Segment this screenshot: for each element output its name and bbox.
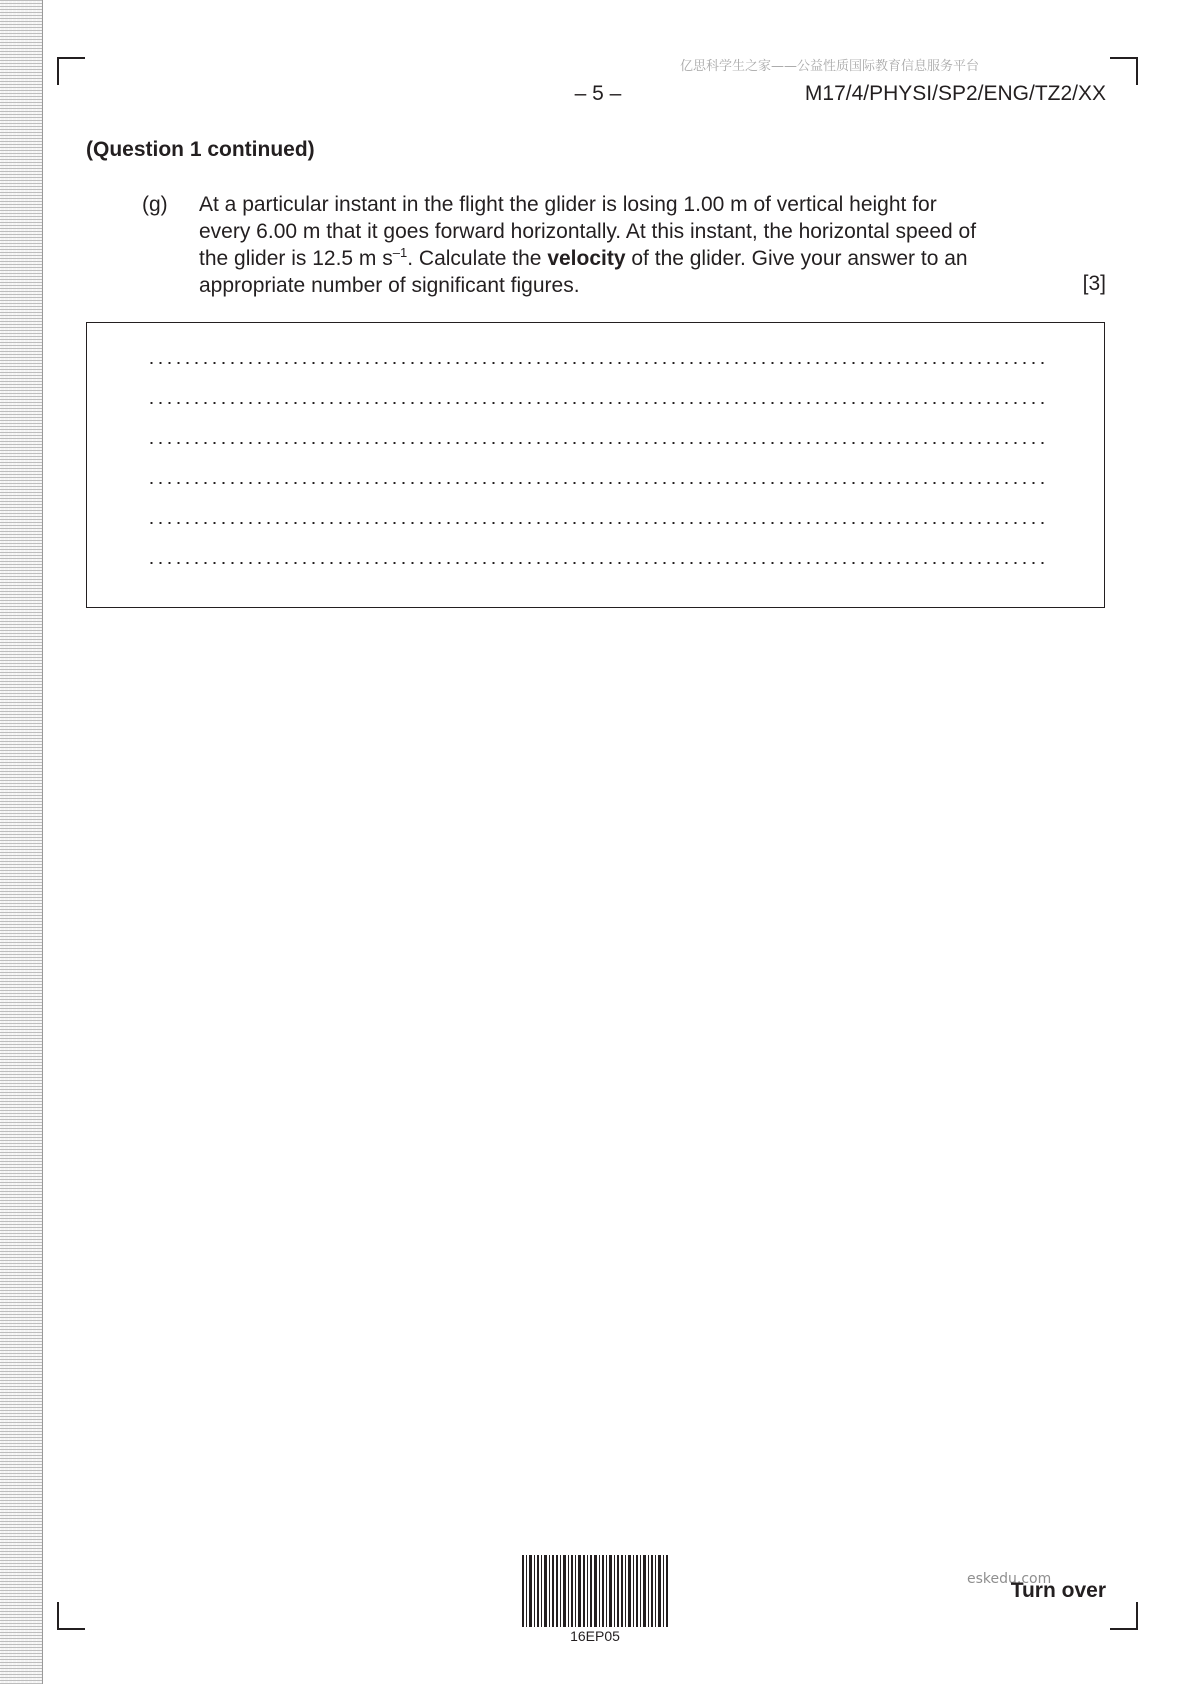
footer-watermark: eskedu.com xyxy=(967,1571,1052,1587)
barcode xyxy=(522,1555,668,1627)
crop-mark-bottom-right xyxy=(1110,1602,1138,1630)
crop-mark-top-right xyxy=(1110,57,1138,85)
crop-mark-bottom-left xyxy=(57,1602,85,1630)
answer-line[interactable] xyxy=(147,522,1044,524)
question-line-3 xyxy=(199,245,1059,272)
question-part-label: (g) xyxy=(142,193,168,216)
crop-mark-top-left xyxy=(57,57,85,85)
answer-line[interactable] xyxy=(147,402,1044,404)
question-line-3-part-2: . Calculate the xyxy=(407,247,548,270)
question-line-2: every 6.00 m that it goes forward horizontally. At this instant, the horizontal speed of xyxy=(199,220,977,243)
barcode-text: 16EP05 xyxy=(570,1628,620,1644)
answer-box[interactable] xyxy=(86,322,1105,608)
turn-over-label: Turn over xyxy=(1010,1579,1106,1602)
question-line-1: At a particular instant in the flight the glider is losing 1.00 m of vertical height for xyxy=(199,193,937,216)
section-heading: (Question 1 continued) xyxy=(86,138,315,161)
paper-code: M17/4/PHYSI/SP2/ENG/TZ2/XX xyxy=(804,82,1106,105)
answer-line[interactable] xyxy=(147,482,1044,484)
answer-line[interactable] xyxy=(147,562,1044,564)
binding-margin-strip xyxy=(0,0,43,1684)
page-number: – 5 – xyxy=(574,82,622,105)
question-text xyxy=(199,191,1059,299)
question-line-3-part-1: the glider is 12.5 m s xyxy=(199,247,393,270)
question-line-4: appropriate number of significant figures. xyxy=(199,274,580,297)
marks-allocation: [3] xyxy=(1082,272,1106,295)
answer-line[interactable] xyxy=(147,362,1044,364)
header-watermark: 亿思科学生之家——公益性质国际教育信息服务平台 xyxy=(680,59,980,74)
emphasis-velocity: velocity xyxy=(547,247,626,270)
answer-line[interactable] xyxy=(147,442,1044,444)
unit-exponent: –1 xyxy=(392,245,408,260)
question-line-3-part-3: of the glider. Give your answer to an xyxy=(625,247,968,270)
